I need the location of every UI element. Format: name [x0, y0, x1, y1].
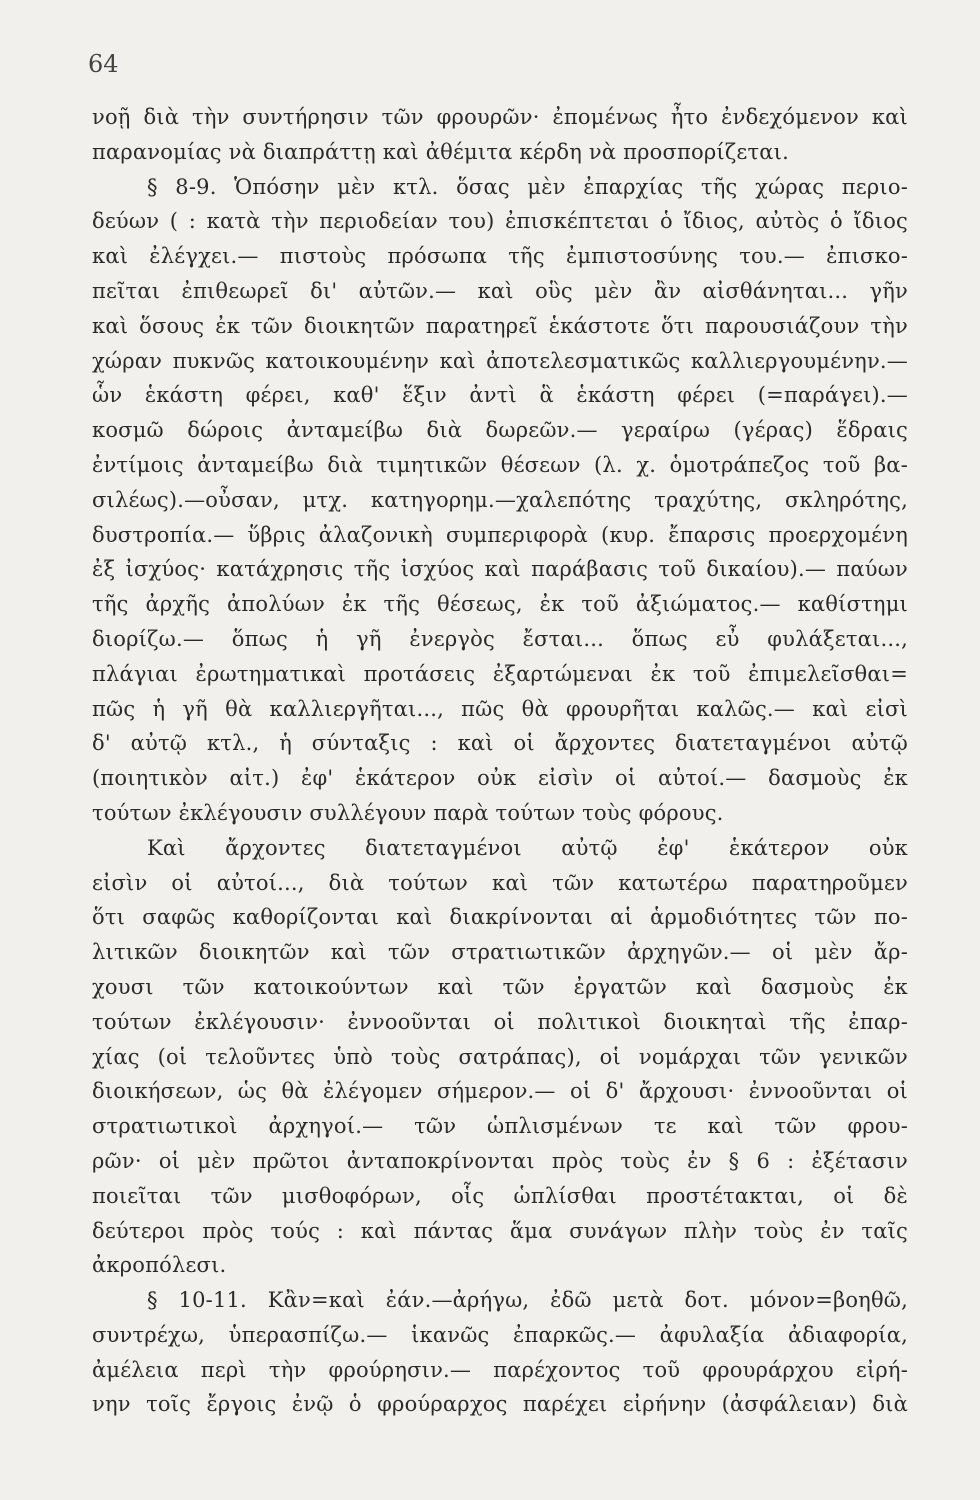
text-line: καὶ ἐλέγχει.— πιστοὺς πρόσωπα τῆς ἐμπιστοσύνης του.— ἐπισκο- [92, 244, 908, 269]
commentary-text [92, 100, 908, 1422]
text-line: ἀμέλεια περὶ τὴν φρούρησιν.— παρέχοντος τοῦ φρουράρχου εἰρή- [92, 1357, 908, 1382]
text-line: πλάγιαι ἐρωτηματικαὶ προτάσεις ἐξαρτώμεναι ἐκ τοῦ ἐπιμελεῖσθαι= [92, 661, 908, 686]
text-line: διοικήσεων, ὡς θὰ ἐλέγομεν σήμερον.— οἱ δ' ἄρχουσι· ἐννοοῦνται οἱ [92, 1079, 908, 1104]
text-line: δεύων ( : κατὰ τὴν περιοδείαν του) ἐπισκέπτεται ὁ ἴδιος, αὐτὸς ὁ ἴδιος [92, 209, 908, 234]
text-line: τούτων ἐκλέγουσιν· ἐννοοῦνται οἱ πολιτικοὶ διοικηταὶ τῆς ἐπαρ- [92, 1009, 908, 1034]
text-line: χουσι τῶν κατοικούντων καὶ τῶν ἐργατῶν καὶ δασμοὺς ἐκ [92, 974, 908, 999]
text-line: ποιεῖται τῶν μισθοφόρων, οἷς ὡπλίσθαι προστέτακται, οἱ δὲ [92, 1183, 908, 1208]
text-line: παρανομίας νὰ διαπράττῃ καὶ ἀθέμιτα κέρδη νὰ προσπορίζεται. [92, 139, 789, 164]
text-line: § 10-11. Κἂν=καὶ ἐάν.—ἀρήγω, ἐδῶ μετὰ δοτ. μόνον=βοηθῶ, [147, 1288, 908, 1313]
text-line: δ' αὐτῷ κτλ., ἡ σύνταξις : καὶ οἱ ἄρχοντες διατεταγμένοι αὐτῷ [92, 731, 908, 756]
page-number: 64 [88, 50, 119, 78]
text-line: λιτικῶν διοικητῶν καὶ τῶν στρατιωτικῶν ἀρχηγῶν.— οἱ μὲν ἄρ- [92, 940, 908, 965]
text-line: τῆς ἀρχῆς ἀπολύων ἐκ τῆς θέσεως, ἐκ τοῦ ἀξιώματος.— καθίστημι [92, 592, 908, 617]
text-line: ρῶν· οἱ μὲν πρῶτοι ἀνταποκρίνονται πρὸς τοὺς ἐν § 6 : ἐξέτασιν [92, 1148, 908, 1173]
text-line: καὶ ὅσους ἐκ τῶν διοικητῶν παρατηρεῖ ἑκάστοτε ὅτι παρουσιάζουν τὴν [92, 313, 908, 338]
text-line: πῶς ἡ γῆ θὰ καλλιεργῆται..., πῶς θὰ φρουρῆται καλῶς.— καὶ εἰσὶ [92, 696, 908, 721]
text-line: ἐντίμοις ἀνταμείβω διὰ τιμητικῶν θέσεων (λ. χ. ὁμοτράπεζος τοῦ βα- [92, 452, 908, 477]
text-line: (ποιητικὸν αἰτ.) ἐφ' ἑκάτερον οὐκ εἰσὶν οἱ αὐτοί.— δασμοὺς ἐκ [92, 766, 908, 791]
text-line: στρατιωτικοὶ ἀρχηγοί.— τῶν ὡπλισμένων τε καὶ τῶν φρου- [92, 1114, 908, 1139]
text-line: δεύτεροι πρὸς τούς : καὶ πάντας ἅμα συνάγων πλὴν τοὺς ἐν ταῖς [92, 1218, 908, 1243]
text-line: ἐξ ἰσχύος· κατάχρησις τῆς ἰσχύος καὶ παράβασις τοῦ δικαίου).— παύων [92, 557, 908, 582]
text-line: διορίζω.— ὅπως ἡ γῆ ἐνεργὸς ἔσται... ὅπως εὖ φυλάξεται..., [92, 626, 908, 651]
text-line: νην τοῖς ἔργοις ἐνῷ ὁ φρούραρχος παρέχει εἰρήνην (ἀσφάλειαν) διὰ [92, 1392, 908, 1417]
text-line: συντρέχω, ὑπερασπίζω.— ἱκανῶς ἐπαρκῶς.— ἀφυλαξία ἀδιαφορία, [92, 1322, 908, 1347]
text-line: κοσμῶ δώροις ἀνταμείβω διὰ δωρεῶν.— γεραίρω (γέρας) ἕδραις [92, 418, 908, 443]
text-line: Καὶ ἄρχοντες διατεταγμένοι αὐτῷ ἐφ' ἑκάτερον οὐκ [147, 835, 908, 860]
text-line: ὧν ἑκάστη φέρει, καθ' ἕξιν ἀντὶ ἃ ἑκάστη φέρει (=παράγει).— [92, 383, 908, 408]
text-line: χώραν πυκνῶς κατοικουμένην καὶ ἀποτελεσματικῶς καλλιεργουμένην.— [92, 348, 908, 373]
text-line: σιλέως).—οὖσαν, μτχ. κατηγορημ.—χαλεπότης τραχύτης, σκληρότης, [92, 487, 908, 512]
text-line: τούτων ἐκλέγουσιν συλλέγουν παρὰ τούτων τοὺς φόρους. [92, 800, 724, 825]
text-line: πεῖται ἐπιθεωρεῖ δι' αὐτῶν.— καὶ οὓς μὲν ἂν αἰσθάνηται... γῆν [92, 278, 908, 303]
text-line: νοῇ διὰ τὴν συντήρησιν τῶν φρουρῶν· ἐπομένως ἦτο ἐνδεχόμενον καὶ [92, 105, 908, 129]
text-line: ἀκροπόλεσι. [92, 1253, 227, 1278]
text-line: ὅτι σαφῶς καθορίζονται καὶ διακρίνονται αἱ ἁρμοδιότητες τῶν πο- [92, 905, 908, 930]
text-line: § 8-9. Ὁπόσην μὲν κτλ. ὅσας μὲν ἐπαρχίας τῆς χώρας περιο- [147, 174, 908, 199]
text-line: χίας (οἱ τελοῦντες ὑπὸ τοὺς σατράπας), οἱ νομάρχαι τῶν γενικῶν [92, 1044, 908, 1069]
text-line: δυστροπία.— ὕβρις ἀλαζονικὴ συμπεριφορὰ (κυρ. ἔπαρσις προερχομένη [92, 522, 908, 547]
text-line: εἰσὶν οἱ αὐτοί..., διὰ τούτων καὶ τῶν κατωτέρω παρατηροῦμεν [92, 870, 908, 895]
